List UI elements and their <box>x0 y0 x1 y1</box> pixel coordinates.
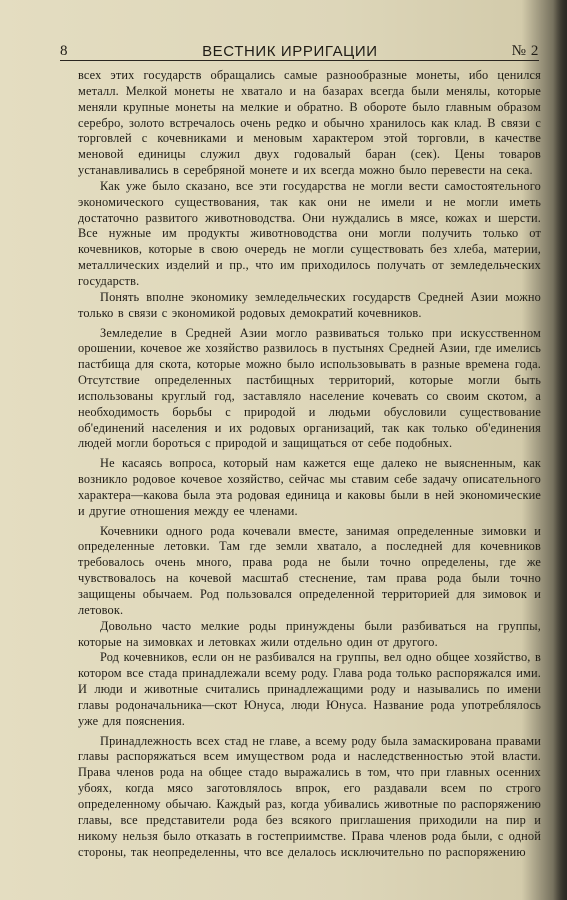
paragraph: Кочевники одного рода кочевали вместе, занимая определенные зимовки и определенные летовки. Там где земли хватало, а последней для кочевников требовалось очень много, права рода не были точно определены, где же чувствовалось на кочевой масштаб стеснение, там права рода были точно защищены обычаем. Род пользовался определенной территорией для зимовок и летовок. <box>78 523 541 617</box>
issue-number: № 2 <box>511 43 539 59</box>
page-edge-shadow <box>553 0 567 900</box>
paragraph: Принадлежность всех стад не главе, а всему роду была замаскирована правами главы распоряжаться всем имуществом рода и наследственностью этой власти. Права членов рода на общее стадо выражались в том, что при главных осенних убоях, когда мясо заготовлялось впрок, его раздавали всем по строго определенному обычаю. Каждый раз, когда убивались животные по распоряжению главы, все представители рода без всякого приглашения приходили на пир и никому нельзя было отказать в гостеприимстве. Права членов рода были, с одной стороны, так неопределенны, что все делалось исключительно по распоряжению <box>78 733 541 859</box>
paragraph: Земледелие в Средней Азии могло развиваться только при искусственном орошении, кочевое же хозяйство развилось в пустынях Средней Азии, где имелись пастбища для скота, которые можно было использовывать в разные времена года. Отсутствие определенных пастбищных территорий, которые могли быть использованы круглый год, заставляло население кочевать со своим скотом, а необходимость борьбы с природой и людьми обусловили существование об'единений населения и их родовых организаций, так как только об'единения людей могли бороться с природой и защищаться от себе подобных. <box>78 325 541 451</box>
paragraph: всех этих государств обращались самые разнообразные монеты, ибо ценился металл. Мелкой монеты не хватало и на базарах всегда были менялы, которые меняли крупные монеты на мелкие и обратно. В обороте было главным образом серебро, золото встречалось очень редко и обычно хранилось как клад. В связи с торговлей с кочевниками и меновым характером этой торговли, в качестве меновой единицы служил двух годовалый баран (сек). Цены товаров устанавливались в серебряной монете и их всегда можно было перевести на сека. <box>78 68 541 178</box>
page-number: 8 <box>60 43 69 59</box>
paragraph: Не касаясь вопроса, который нам кажется еще далеко не выясненным, как возникло родовое кочевое хозяйство, сейчас мы ставим себе задачу описательного характера—какова была эта родовая единица и каковы были в ней экономические и другие отношения между ее членами. <box>78 456 541 518</box>
paragraph: Довольно часто мелкие роды принуждены были разбиваться на группы, которые на зимовках и летовках жили отдельно один от другого. <box>78 618 541 649</box>
paragraph: Как уже было сказано, все эти государства не могли вести самостоятельного экономического существования, так как они не имели и не могли иметь достаточно развитого животноводства. Они нуждались в мясе, кожах и шерсти. Все нужные им продукты животноводства они могли получить только от кочевников, которые в свою очередь не могли существовать без хлеба, материи, металлических изделий и пр., что им приходилось получать от земледельческих государств. <box>78 178 541 288</box>
article-body <box>78 68 541 860</box>
paragraph: Род кочевников, если он не разбивался на группы, вел одно общее хозяйство, в котором все стада принадлежали всему роду. Глава рода только распоряжался ими. И люди и животные считались принадлежащими роду и назывались по имени главы родоначальника—скот Юнуса, люди Юнуса. Название рода употреблялось уже для пояснения. <box>78 650 541 728</box>
journal-title: ВЕСТНИК ИРРИГАЦИИ <box>202 43 378 60</box>
running-header <box>60 38 539 61</box>
paragraph: Понять вполне экономику земледельческих государств Средней Азии можно только в связи с экономикой родовых демократий кочевников. <box>78 289 541 320</box>
